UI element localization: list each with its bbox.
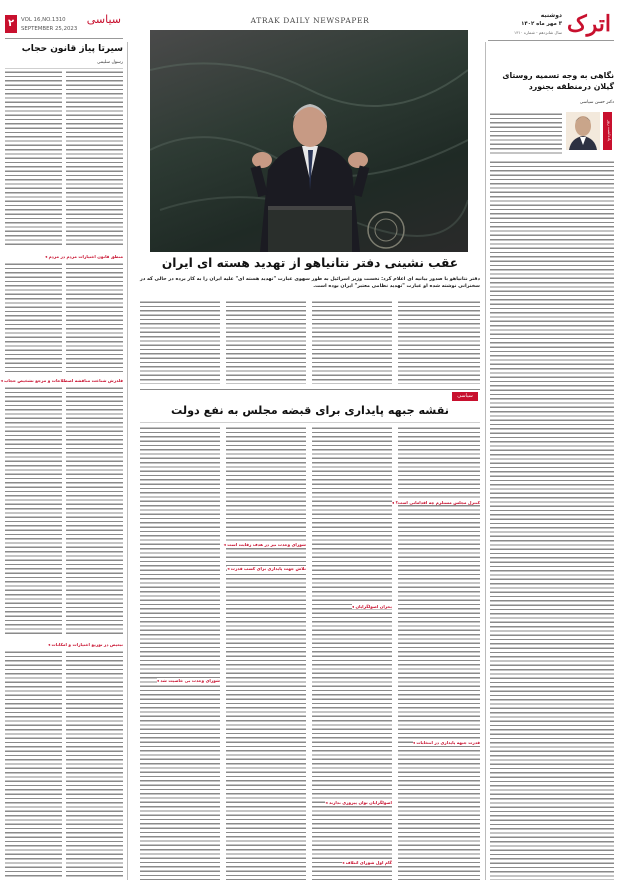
- paper-logo: اترک: [566, 11, 612, 37]
- left-byline: رسول سلیمی: [97, 60, 123, 65]
- main-story-headline: عقب نشینی دفتر نتانیاهو از تهدید هسته ای ایران: [161, 256, 459, 270]
- persian-date: ۳ مهر ماه ۱۴۰۲: [521, 21, 562, 27]
- paper-name-english: ATRAK DAILY NEWSPAPER: [250, 16, 370, 25]
- english-date: SEPTEMBER 25,2023: [21, 26, 78, 32]
- note-of-the-day-label: یادداشت روز: [603, 112, 612, 150]
- second-subhead-2: شورای وحدت نیز در هدف رقابت است ◂: [224, 542, 306, 547]
- volume-line: VOL 16,NO.1310: [21, 17, 66, 23]
- left-subhead-1: منطق قانون اختیارات مردم در مردم ◂: [45, 254, 123, 259]
- left-article-body-h: [66, 650, 123, 878]
- author-photo: [566, 112, 600, 150]
- left-subhead-3: تبعیض در توزیع اختیارات و امکانات ◂: [48, 642, 123, 647]
- main-story-lead: دفتر نتانیاهو با صدور بیانیه ای اعلام کرد: نخست وزیر اسرائیل به طور سهوی عبارت "تهدید هسته ای" علیه ایران را به کار برده در حالی که در سخنرانی نوشته شده او عبارت "تهدید نظامی معتبر" ایران بوده است.: [140, 276, 480, 289]
- main-story-photo: [150, 30, 468, 252]
- main-story-body-2: [226, 300, 306, 384]
- second-subhead-3: تلاش جهت پایداری برای کسب قدرت ◂: [227, 566, 306, 571]
- podium-scene: [150, 30, 468, 252]
- issue-number: سال شانزدهم - شماره ۱۳۱۰: [514, 30, 562, 35]
- main-story-body-3: [312, 300, 392, 384]
- second-subhead-6: قدرت جبهه پایداری در انتخابات ◂: [413, 740, 480, 745]
- right-article-body: [490, 160, 614, 880]
- second-subhead-1: کنترل مجلس مستلزم چه اقداماتی است؟ ◂: [392, 500, 480, 505]
- second-story-body-4: [398, 426, 480, 880]
- second-story-headline: نقشه جبهه پایداری برای قبضه مجلس به نفع دولت: [171, 404, 449, 417]
- persian-day: دوشنبه: [540, 12, 562, 19]
- second-subhead-5: شورای وحدت بی خاصیت شد ◂: [157, 678, 220, 683]
- right-headline: نگاهی به وجه تسمیه روستای گیلان درمنطقه بجنورد: [502, 71, 614, 91]
- second-subhead-8: گام اول شورای ائتلاف ◂: [342, 860, 392, 865]
- left-article-body-b: [66, 70, 123, 248]
- page-number-badge: ۲: [5, 15, 17, 33]
- second-subhead-4: بحران اصولگرایان ◂: [352, 604, 392, 609]
- podium: [268, 206, 352, 252]
- second-subhead-7: اصولگرایان توان پیروزی ندارند ◂: [325, 800, 392, 805]
- left-article-body-a: [5, 70, 62, 248]
- second-story-body-2: [226, 426, 306, 880]
- un-emblem-icon: [368, 212, 404, 248]
- left-subhead-2: قلدرش شناخت مناقشه اصطلاحات و مرجع تشخیص حجاب ◂: [1, 378, 123, 383]
- left-article-body-e: [5, 386, 62, 636]
- right-byline: دکتر حسن سیاسی: [579, 100, 614, 105]
- left-article-body-g: [5, 650, 62, 878]
- right-article-body-top: [490, 112, 562, 156]
- second-story-body-1: [140, 426, 220, 880]
- section-title-left: سیاسی: [86, 13, 121, 26]
- left-headline: سیرتا پیاز قانون حجاب: [21, 44, 123, 54]
- main-story-body-1: [140, 300, 220, 384]
- second-story-section-tag: سیاسی: [452, 392, 478, 401]
- left-article-body-f: [66, 386, 123, 636]
- left-article-body-c: [5, 262, 62, 372]
- main-story-body-4: [398, 300, 480, 384]
- left-article-body-d: [66, 262, 123, 372]
- second-story-body-3: [312, 426, 392, 880]
